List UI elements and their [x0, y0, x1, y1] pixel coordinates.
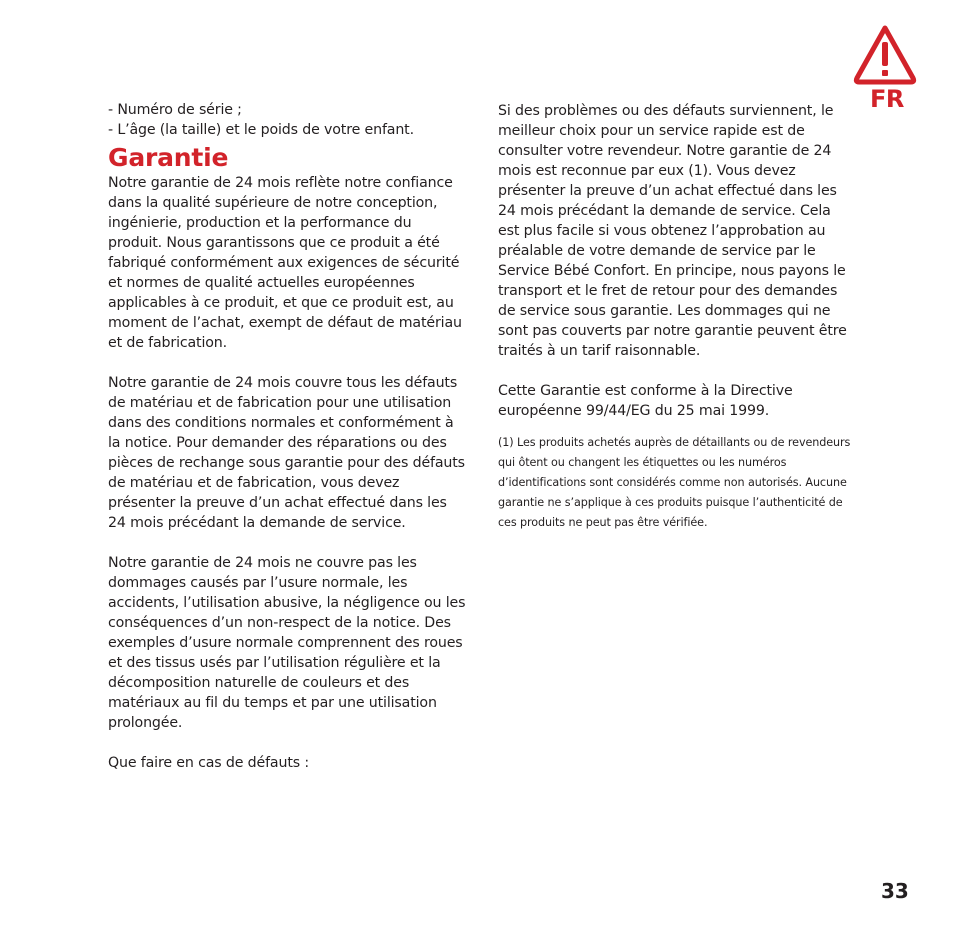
footnote: (1) Les produits achetés auprès de détaillants ou de revendeurs qui ôtent ou changent les étiquettes ou les numéros d’identifications sont considérés comme non autorisés. Aucune garantie ne s’applique à ces produits puisque l’authenticité de ces produits ne peut pas être vérifiée. [498, 436, 851, 529]
list-item: - L’âge (la taille) et le poids de votre enfant. [108, 122, 414, 138]
paragraph: Si des problèmes ou des défauts surviennent, le meilleur choix pour un service rapide est de consulter votre revendeur. Notre garantie de 24 mois est reconnue par eux (1). Vous devez présenter la preuve d’un achat effectué dans les 24 mois précédant la demande de service. Cela est plus facile si vous obtenez l’approbation au préalable de votre demande de service par le Service Bébé Confort. En principe, nous payons le transport et le fret de retour pour des demandes de service sous garantie. Les dommages qui ne sont pas couverts par notre garantie peuvent être traités à un tarif raisonnable. [498, 103, 847, 359]
page-number: 33 [881, 879, 909, 903]
left-column [108, 100, 466, 773]
paragraph: Notre garantie de 24 mois couvre tous les défauts de matériau et de fabrication pour une utilisation dans des conditions normales et conformément à la notice. Pour demander des réparations ou des pièces de rechange sous garantie pour des défauts de matériau et de fabrication, vous devez présenter la preuve d’un achat effectué dans les 24 mois précédant la demande de service. [108, 375, 465, 531]
paragraph: Notre garantie de 24 mois reflète notre confiance dans la qualité supérieure de notre conception, ingénierie, production et la performance du produit. Nous garantissons que ce produit a été fabriqué conformément aux exigences de sécurité et normes de qualité actuelles européennes applicables à ce produit, et que ce produit est, au moment de l’achat, exempt de défaut de matériau et de fabrication. [108, 175, 462, 351]
language-code: FR [870, 85, 904, 113]
paragraph: Cette Garantie est conforme à la Directive européenne 99/44/EG du 25 mai 1999. [498, 383, 793, 419]
section-heading: Garantie [108, 143, 229, 172]
right-column [498, 101, 852, 544]
list-item: - Numéro de série ; [108, 102, 242, 118]
paragraph: Notre garantie de 24 mois ne couvre pas les dommages causés par l’usure normale, les accidents, l’utilisation abusive, la négligence ou les conséquences d’un non-respect de la notice. Des exemples d’usure normale comprennent des roues et des tissus usés par l’utilisation régulière et la décomposition naturelle de couleurs et des matériaux au fil du temps et par une utilisation prolongée. [108, 555, 466, 731]
info-list [108, 100, 466, 140]
paragraph: Que faire en cas de défauts : [108, 755, 309, 771]
